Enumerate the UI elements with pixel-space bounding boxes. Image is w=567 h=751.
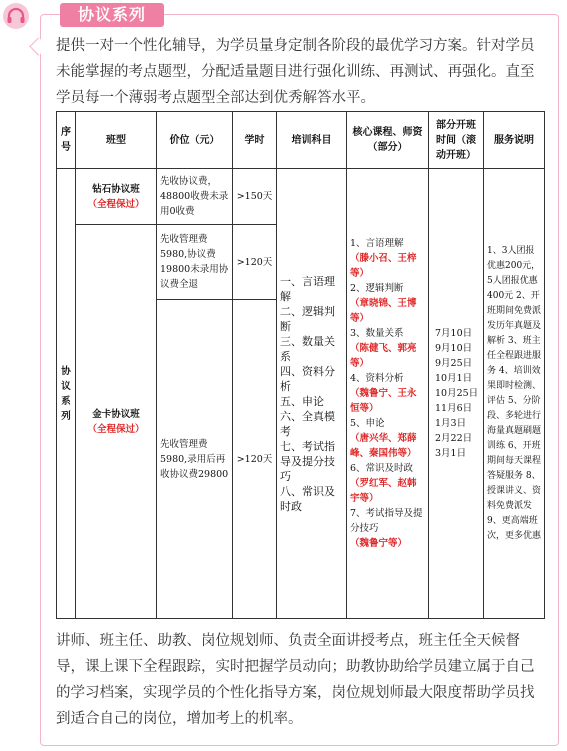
- header-seq: 序号: [57, 112, 76, 169]
- schedule-date: 10月1日: [435, 373, 473, 384]
- series-cell: 协议系列: [57, 169, 76, 619]
- subject-item: 四、资料分析: [280, 364, 335, 393]
- subject-item: 八、常识及时政: [280, 484, 335, 513]
- subject-item: 七、考试指导及提分技巧: [280, 439, 335, 483]
- subject-item: 一、言语理解: [280, 274, 335, 303]
- subjects-cell: [277, 169, 347, 619]
- service-cell: 1、3人团报优惠200元，5人团报优惠400元 2、开班期间免费派发历年真题及解析 3、班主任全程跟进服务 4、培训效果即时检测、评估 5、分阶段、多轮进行海量真题刷题训练 6、开班期间每天课程答疑服务 8、授课讲义、资料免费派发 9、更高端班次，更多优惠: [484, 169, 545, 619]
- header-subjects: 培训科目: [277, 112, 347, 169]
- schedule-date: 3月1日: [435, 448, 467, 459]
- class-cell-gold: [76, 225, 157, 619]
- intro-paragraph: 提供一对一个性化辅导，为学员量身定制各阶段的最优学习方案。针对学员未能掌握的考点题型，分配适量题目进行强化训练、再测试、再强化。直至学员每一个薄弱考点题型全部达到优秀解答水平。: [56, 38, 535, 106]
- class-cell-diamond: [76, 169, 157, 225]
- headphones-icon: [2, 2, 30, 30]
- core-course: 7、考试指导及提分技巧: [350, 508, 423, 534]
- header-hours: 学时: [233, 112, 277, 169]
- core-teacher: （陈健飞、郭亮等）: [350, 343, 417, 369]
- schedule-date: 9月10日: [435, 343, 473, 354]
- core-course: 1、言语理解: [350, 238, 404, 249]
- course-table: [56, 111, 545, 619]
- core-teacher: （罗红军、赵韩宇等）: [350, 478, 417, 504]
- schedule-date: 2月22日: [435, 433, 473, 444]
- price-cell: 先收协议费，48800收费未录用0收费: [157, 169, 233, 225]
- subject-item: 二、逻辑判断: [280, 304, 335, 333]
- section-title: 协议系列: [60, 3, 164, 27]
- header-price: 价位（元）: [157, 112, 233, 169]
- outro-paragraph: 讲师、班主任、助教、岗位规划师、负责全面讲授考点，班主任全天候督导，课上课下全程跟踪，实时把握学员动向；助教协助给学员建立属于自己的学习档案，实现学员的个性化指导方案，岗位规划师最大限度帮助学员找到适合自己的岗位，增加考上的机率。: [56, 633, 535, 727]
- core-teacher: （章晓锦、王博等）: [350, 298, 417, 324]
- schedule-cell: [429, 169, 484, 619]
- class-note: （全程保过）: [87, 423, 145, 435]
- class-name: 金卡协议班: [92, 408, 140, 420]
- table-row: [57, 169, 545, 225]
- core-course: 3、数量关系: [350, 328, 404, 339]
- header-service: 服务说明: [484, 112, 545, 169]
- core-teacher: （滕小召、王梓等）: [350, 253, 417, 279]
- class-note: （全程保过）: [87, 198, 145, 210]
- core-teacher: （魏鲁宁等）: [350, 538, 408, 549]
- subject-item: 三、数量关系: [280, 334, 335, 363]
- price-cell: 先收管理费5980,协议费19800未录用协议费全退: [157, 225, 233, 300]
- subject-item: 六、全真模考: [280, 409, 335, 438]
- core-course: 5、申论: [350, 418, 385, 429]
- core-cell: [347, 169, 429, 619]
- header-core: 核心课程、师资（部分）: [347, 112, 429, 169]
- schedule-date: 1月3日: [435, 418, 467, 429]
- hours-cell: >150天: [233, 169, 277, 225]
- header-class: 班型: [76, 112, 157, 169]
- schedule-date: 10月25日: [435, 388, 479, 399]
- subject-item: 五、申论: [280, 394, 324, 408]
- core-course: 2、逻辑判断: [350, 283, 404, 294]
- table-header-row: [57, 112, 545, 169]
- schedule-date: 11月6日: [435, 403, 473, 414]
- hours-cell: >120天: [233, 225, 277, 300]
- schedule-date: 7月10日: [435, 328, 473, 339]
- header-schedule: 部分开班时间（滚动开班）: [429, 112, 484, 169]
- price-cell: 先收管理费5980,录用后再收协议费29800: [157, 300, 233, 619]
- schedule-date: 9月25日: [435, 358, 473, 369]
- core-course: 6、常识及时政: [350, 463, 414, 474]
- hours-cell: >120天: [233, 300, 277, 619]
- core-teacher: （唐兴华、郑薛峰、秦国伟等）: [350, 433, 417, 459]
- class-name: 钻石协议班: [92, 183, 140, 195]
- core-teacher: （魏鲁宁、王永恒等）: [350, 388, 417, 414]
- core-course: 4、资料分析: [350, 373, 404, 384]
